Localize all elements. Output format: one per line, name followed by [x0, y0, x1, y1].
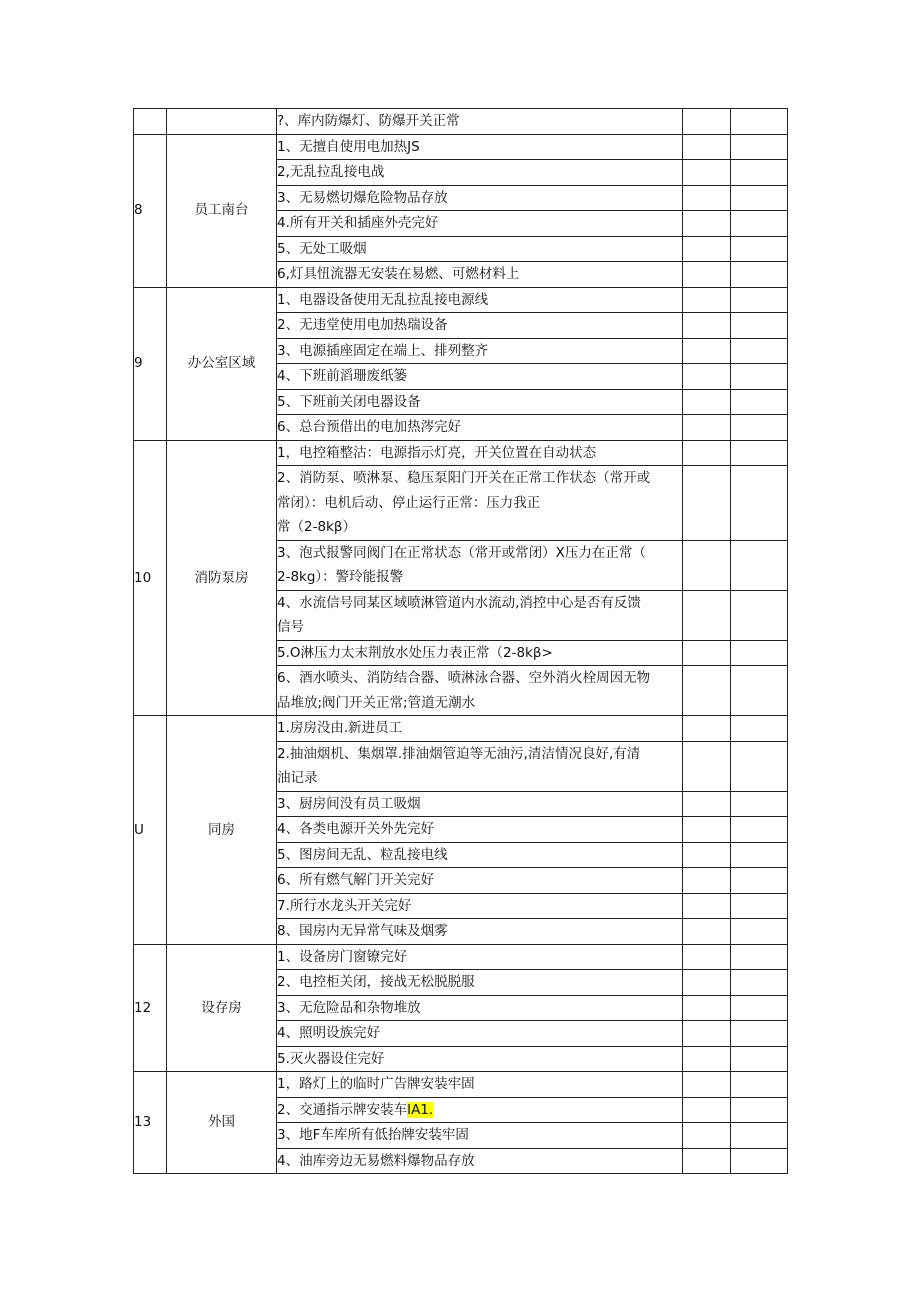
check-item: 4、油库旁边无易燃料爆物品存放 [277, 1148, 683, 1174]
remark-cell [731, 389, 788, 415]
check-item: 1，电控箱整沽：电源指示灯亮，开关位置在自动状态 [277, 440, 683, 466]
check-item: 8、国房内无异常气味及烟雾 [277, 919, 683, 945]
section-number: 10 [134, 440, 167, 716]
section-area: 设存房 [167, 944, 277, 1072]
remark-cell [731, 640, 788, 666]
check-item: 4.所有开关和插座外壳完好 [277, 211, 683, 237]
check-item: 1.房房没由.新进员工 [277, 716, 683, 742]
check-item: 2,无乱拉乱接电战 [277, 160, 683, 186]
check-item: 3、地F车库所有低抬牌安装牢固 [277, 1123, 683, 1149]
section-number: 9 [134, 287, 167, 440]
remark-cell [731, 540, 788, 590]
remark-cell [731, 817, 788, 843]
result-cell [683, 313, 731, 339]
result-cell [683, 262, 731, 288]
check-item [277, 1097, 683, 1123]
table-row [134, 440, 788, 466]
remark-cell [731, 262, 788, 288]
check-item: 6,灯具忸流器无安装在易燃、可燃材料上 [277, 262, 683, 288]
check-item [277, 466, 683, 541]
result-cell [683, 211, 731, 237]
check-item: 5、无处工吸烟 [277, 236, 683, 262]
check-item: 1、电器设备使用无乱拉乱接电源线 [277, 287, 683, 313]
remark-cell [731, 1148, 788, 1174]
result-cell [683, 287, 731, 313]
section-number [134, 109, 167, 135]
table-row [134, 109, 788, 135]
result-cell [683, 109, 731, 135]
result-cell [683, 415, 731, 441]
check-item-line: 常（2-8kβ） [277, 519, 356, 535]
result-cell [683, 944, 731, 970]
check-item: 1、无擅自使用电加热JS [277, 134, 683, 160]
check-item: 1、设备房门窗镣完好 [277, 944, 683, 970]
check-item-line: 2、消防泵、喷淋泵、稳压泵阳门开关在正常工作状态（常开或 [277, 470, 651, 486]
remark-cell [731, 1123, 788, 1149]
check-item: 7.所行水龙头开关完好 [277, 893, 683, 919]
check-item-line: 常闭）：电机后动、停止运行正常：压力我正 [277, 494, 541, 511]
remark-cell [731, 944, 788, 970]
result-cell [683, 666, 731, 716]
remark-cell [731, 185, 788, 211]
remark-cell [731, 364, 788, 390]
section-number: 8 [134, 134, 167, 287]
result-cell [683, 868, 731, 894]
remark-cell [731, 338, 788, 364]
check-item-text: 2、交通指示牌安装车 [277, 1101, 408, 1118]
check-item-line: 3、泡式报警同阀门在正常状态（常开或常闭）X压力在正常（ [277, 544, 646, 561]
check-item: 5.灭火器设住完好 [277, 1046, 683, 1072]
result-cell [683, 716, 731, 742]
section-area: 外国 [167, 1072, 277, 1174]
remark-cell [731, 970, 788, 996]
remark-cell [731, 466, 788, 541]
check-item-line: 2.抽油烟机、集烟罩.排油烟管迫等无油污,清洁情况良好,有清 [277, 745, 641, 762]
result-cell [683, 1046, 731, 1072]
remark-cell [731, 287, 788, 313]
check-item: 4、各类电源开关外先完好 [277, 817, 683, 843]
table-row [134, 287, 788, 313]
result-cell [683, 1148, 731, 1174]
result-cell [683, 389, 731, 415]
remark-cell [731, 716, 788, 742]
result-cell [683, 995, 731, 1021]
result-cell [683, 185, 731, 211]
check-item-line: 2-8kg）：警玲能报警 [277, 569, 404, 585]
result-cell [683, 590, 731, 640]
check-item: 6、所有燃气解门开关完好 [277, 868, 683, 894]
remark-cell [731, 160, 788, 186]
section-number: 13 [134, 1072, 167, 1174]
remark-cell [731, 919, 788, 945]
remark-cell [731, 666, 788, 716]
check-item: ?、库内防爆灯、防爆开关正常 [277, 109, 683, 135]
remark-cell [731, 211, 788, 237]
remark-cell [731, 109, 788, 135]
highlighted-text: IA1. [407, 1101, 434, 1118]
result-cell [683, 160, 731, 186]
remark-cell [731, 741, 788, 791]
result-cell [683, 817, 731, 843]
result-cell [683, 236, 731, 262]
check-item [277, 540, 683, 590]
remark-cell [731, 236, 788, 262]
check-item: 5、图房间无乱、粒乱接电线 [277, 842, 683, 868]
check-item-line: 信号 [277, 619, 304, 635]
result-cell [683, 364, 731, 390]
result-cell [683, 1072, 731, 1098]
section-area: 办公室区域 [167, 287, 277, 440]
remark-cell [731, 313, 788, 339]
result-cell [683, 842, 731, 868]
section-area: 同房 [167, 716, 277, 945]
check-item: 3、无易燃切爆危险物品存放 [277, 185, 683, 211]
remark-cell [731, 590, 788, 640]
check-item: 6、总台预借出的电加热涔完好 [277, 415, 683, 441]
section-area [167, 109, 277, 135]
check-item [277, 590, 683, 640]
remark-cell [731, 134, 788, 160]
check-item: 4、照明设族完好 [277, 1021, 683, 1047]
remark-cell [731, 1072, 788, 1098]
result-cell [683, 134, 731, 160]
check-item: 2、电控柜关闭，接战无松脱脱服 [277, 970, 683, 996]
remark-cell [731, 868, 788, 894]
check-item [277, 666, 683, 716]
section-number: U [134, 716, 167, 945]
result-cell [683, 1123, 731, 1149]
result-cell [683, 970, 731, 996]
check-item: 3、电源插座固定在端上、排列整齐 [277, 338, 683, 364]
table-row [134, 1072, 788, 1098]
result-cell [683, 1021, 731, 1047]
remark-cell [731, 791, 788, 817]
check-item: 3、无危险品和杂物堆放 [277, 995, 683, 1021]
result-cell [683, 466, 731, 541]
check-item-line: 4、水流信号同某区域喷淋管道内水流动,消控中心是否有反馈 [277, 594, 641, 611]
table-row [134, 716, 788, 742]
remark-cell [731, 415, 788, 441]
remark-cell [731, 995, 788, 1021]
result-cell [683, 540, 731, 590]
check-item-line: 6、酒水喷头、消防结合器、喷淋泳合器、空外消火栓周因无物 [277, 670, 651, 686]
remark-cell [731, 893, 788, 919]
section-area: 消防泵房 [167, 440, 277, 716]
remark-cell [731, 440, 788, 466]
result-cell [683, 338, 731, 364]
remark-cell [731, 842, 788, 868]
table-row [134, 944, 788, 970]
check-item: 3、厨房间没有员工吸烟 [277, 791, 683, 817]
remark-cell [731, 1021, 788, 1047]
check-item-line: 油记录 [277, 770, 318, 786]
result-cell [683, 640, 731, 666]
check-item-line: 品堆放;阀门开关正常;管道无潮水 [277, 694, 476, 711]
result-cell [683, 440, 731, 466]
section-area: 员工南台 [167, 134, 277, 287]
section-number: 12 [134, 944, 167, 1072]
result-cell [683, 893, 731, 919]
check-item: 5.O淋压力太末荆放水处压力表正常（2-8kβ> [277, 640, 683, 666]
check-item [277, 741, 683, 791]
table-row [134, 134, 788, 160]
check-item: 1，路灯上的临时广告牌安装牢固 [277, 1072, 683, 1098]
check-item: 5、下班前关闭电器设备 [277, 389, 683, 415]
result-cell [683, 919, 731, 945]
remark-cell [731, 1097, 788, 1123]
remark-cell [731, 1046, 788, 1072]
result-cell [683, 791, 731, 817]
check-item: 4、下班前滔珊废纸篓 [277, 364, 683, 390]
inspection-checklist-table [133, 108, 788, 1174]
check-item: 2、无违堂使用电加热瑞设备 [277, 313, 683, 339]
result-cell [683, 741, 731, 791]
result-cell [683, 1097, 731, 1123]
